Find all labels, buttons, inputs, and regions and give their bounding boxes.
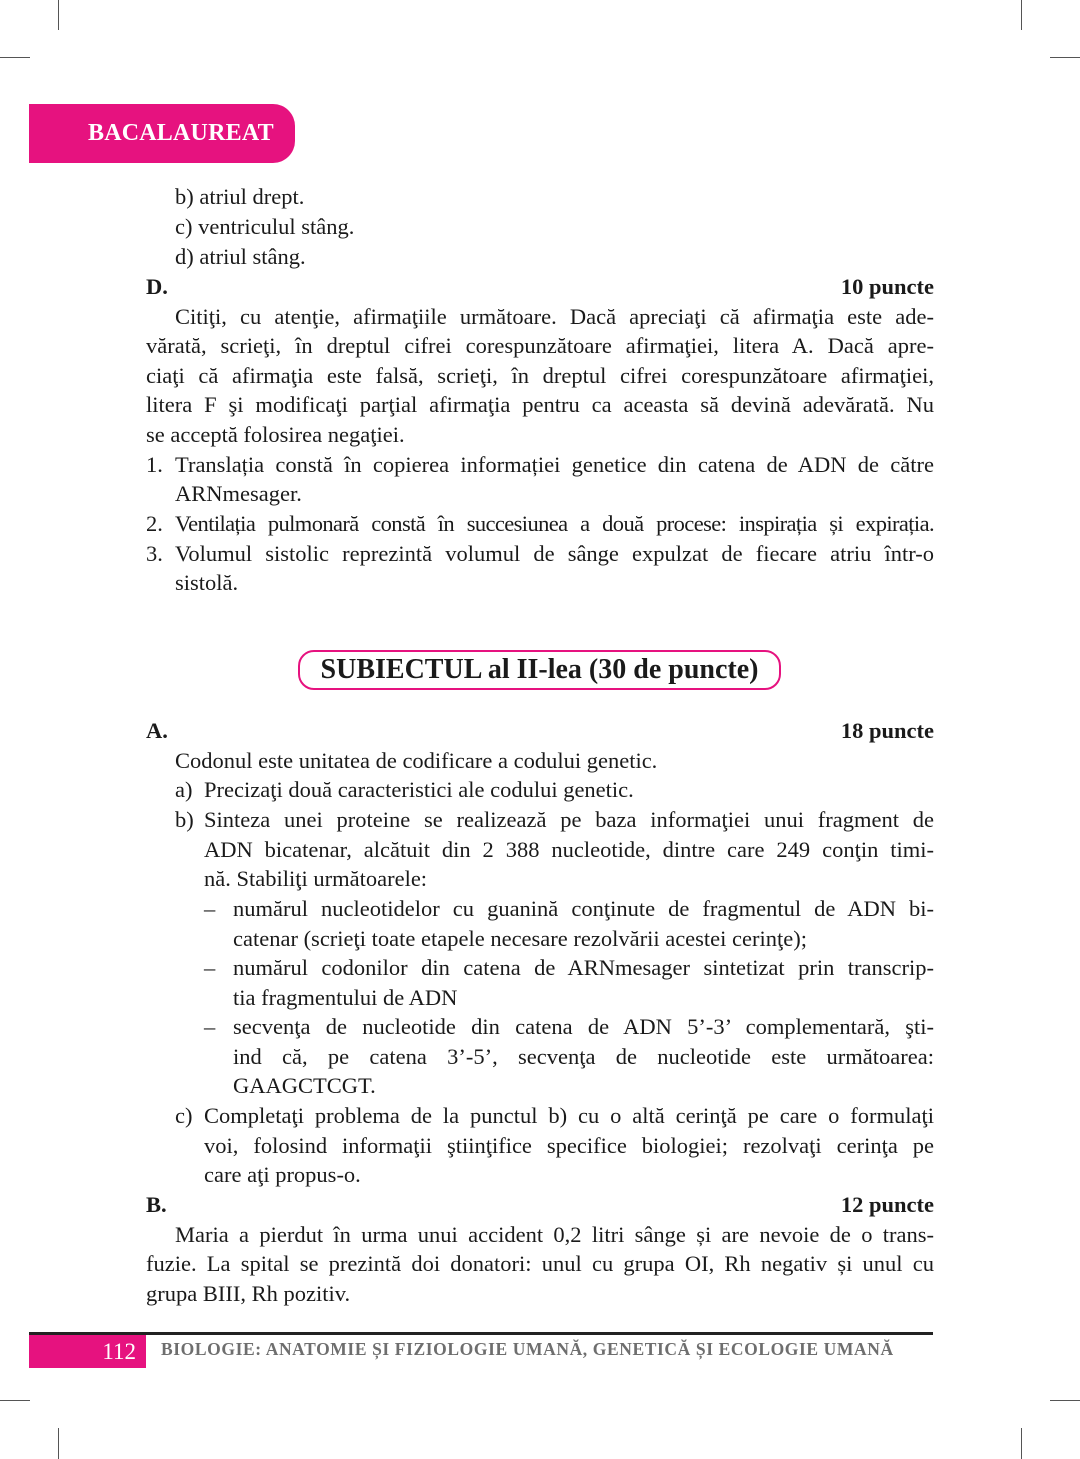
requirement-sequence: secvenţa de nucleotide din catena de ADN 5’-3’ complementară, şti- [233, 1014, 934, 1039]
question-c-line: care aţi propus-o. [204, 1162, 361, 1187]
requirement-codons-cont: tia fragmentului de ADN [233, 985, 458, 1010]
item-number: 2. [146, 511, 163, 536]
question-a-text: Precizaţi două caracteristici ale codului genetic. [204, 777, 634, 802]
section-d-intro-line: se acceptă folosirea negaţiei. [146, 422, 405, 447]
requirement-guanine-cont: catenar (scrieţi toate etapele necesare rezolvării acestei cerinţe); [233, 926, 807, 951]
section-d-intro-line: Citiţi, cu atenţie, afirmaţiile următoare. Dacă apreciaţi că afirmaţia este ade- [175, 304, 934, 329]
bacalaureat-label: BACALAUREAT [88, 120, 274, 146]
statement-2: Ventilația pulmonară constă în succesiunea a două procese: inspirația și expirația. [175, 511, 934, 536]
crop-mark-top-right-h [1050, 57, 1080, 58]
crop-mark-top-left-h [0, 57, 30, 58]
section-b-line: fuzie. La spital se prezintă doi donatori: unul cu grupa OI, Rh negativ și unul cu [146, 1251, 934, 1276]
question-c-mark: c) [175, 1103, 193, 1128]
section-a-heading [146, 716, 934, 746]
requirement-sequence-cont: ind că, pe catena 3’-5’, secvenţa de nucleotide este următoarea: [233, 1044, 934, 1069]
section-a-intro: Codonul este unitatea de codificare a codului genetic. [175, 748, 658, 773]
crop-mark-top-left-v [58, 0, 59, 30]
subject-title: SUBIECTUL al II-lea (30 de puncte) [320, 654, 759, 685]
crop-mark-bottom-right-h [1050, 1400, 1080, 1401]
section-d-points: 10 puncte [840, 274, 934, 299]
section-b-points: 12 puncte [840, 1192, 934, 1217]
section-b-line: grupa BIII, Rh pozitiv. [146, 1281, 351, 1306]
item-number: 1. [146, 452, 163, 477]
statement-1: Translația constă în copierea informației genetice din catena de ADN de către [175, 452, 934, 477]
statement-3: Volumul sistolic reprezintă volumul de sânge expulzat de fiecare atriu într-o [175, 541, 934, 566]
dash-bullet: – [204, 1014, 216, 1039]
requirement-guanine: numărul nucleotidelor cu guanină conţinute de fragmentul de ADN bi- [233, 896, 934, 921]
question-b-line: nă. Stabiliţi următoarele: [204, 866, 428, 891]
page-number: 112 [29, 1335, 146, 1368]
item-number: 3. [146, 541, 163, 566]
section-d-intro-line: ciaţi că afirmaţia este falsă, scrieţi, în dreptul cifrei corespunzătoare afirmaţiei, [146, 363, 934, 388]
question-c-line: Completaţi problema de la punctul b) cu o altă cerinţă pe care o formulaţi [204, 1103, 934, 1128]
question-c-line: voi, folosind informaţii ştiinţifice specifice biologiei; rezolvaţi cerinţa pe [204, 1133, 934, 1158]
section-d-intro-line: litera F şi modificaţi parţial afirmaţia pentru ca aceasta să devină adevărată. Nu [146, 392, 934, 417]
question-a-mark: a) [175, 777, 193, 802]
subject-title-box [298, 650, 781, 690]
crop-mark-top-right-v [1021, 0, 1022, 30]
dna-sequence: GAAGCTCGT. [233, 1073, 376, 1098]
section-d-intro-line: vărată, scrieţi, în dreptul cifrei corespunzătoare afirmaţiei, litera A. Dacă apre- [146, 333, 934, 358]
footer-title: BIOLOGIE: ANATOMIE ȘI FIZIOLOGIE UMANĂ, GENETICĂ ȘI ECOLOGIE UMANĂ [161, 1339, 894, 1359]
section-b-line: Maria a pierdut în urma unui accident 0,2 litri sânge și are nevoie de o trans- [175, 1222, 934, 1247]
crop-mark-bottom-left-h [0, 1400, 30, 1401]
statement-1-cont: ARNmesager. [175, 481, 302, 506]
question-b-mark: b) [175, 807, 194, 832]
footer-rule [29, 1332, 933, 1335]
statement-3-cont: sistolă. [175, 570, 239, 595]
dash-bullet: – [204, 896, 216, 921]
bacalaureat-tag [29, 104, 295, 163]
section-d-label: D. [146, 274, 168, 299]
section-a-label: A. [146, 718, 168, 743]
section-b-heading [146, 1190, 934, 1220]
option-d: d) atriul stâng. [175, 244, 306, 269]
section-d-heading [146, 272, 934, 302]
question-b-line: ADN bicatenar, alcătuit din 2 388 nucleotide, dintre care 249 conţin timi- [204, 837, 934, 862]
option-c: c) ventriculul stâng. [175, 214, 355, 239]
crop-mark-bottom-left-v [58, 1428, 59, 1459]
requirement-codons: numărul codonilor din catena de ARNmesager sintetizat prin transcrip- [233, 955, 934, 980]
section-a-points: 18 puncte [840, 718, 934, 743]
option-b: b) atriul drept. [175, 184, 305, 209]
crop-mark-bottom-right-v [1021, 1428, 1022, 1459]
question-b-line: Sinteza unei proteine se realizează pe baza informaţiei unui fragment de [204, 807, 934, 832]
section-b-label: B. [146, 1192, 167, 1217]
dash-bullet: – [204, 955, 216, 980]
